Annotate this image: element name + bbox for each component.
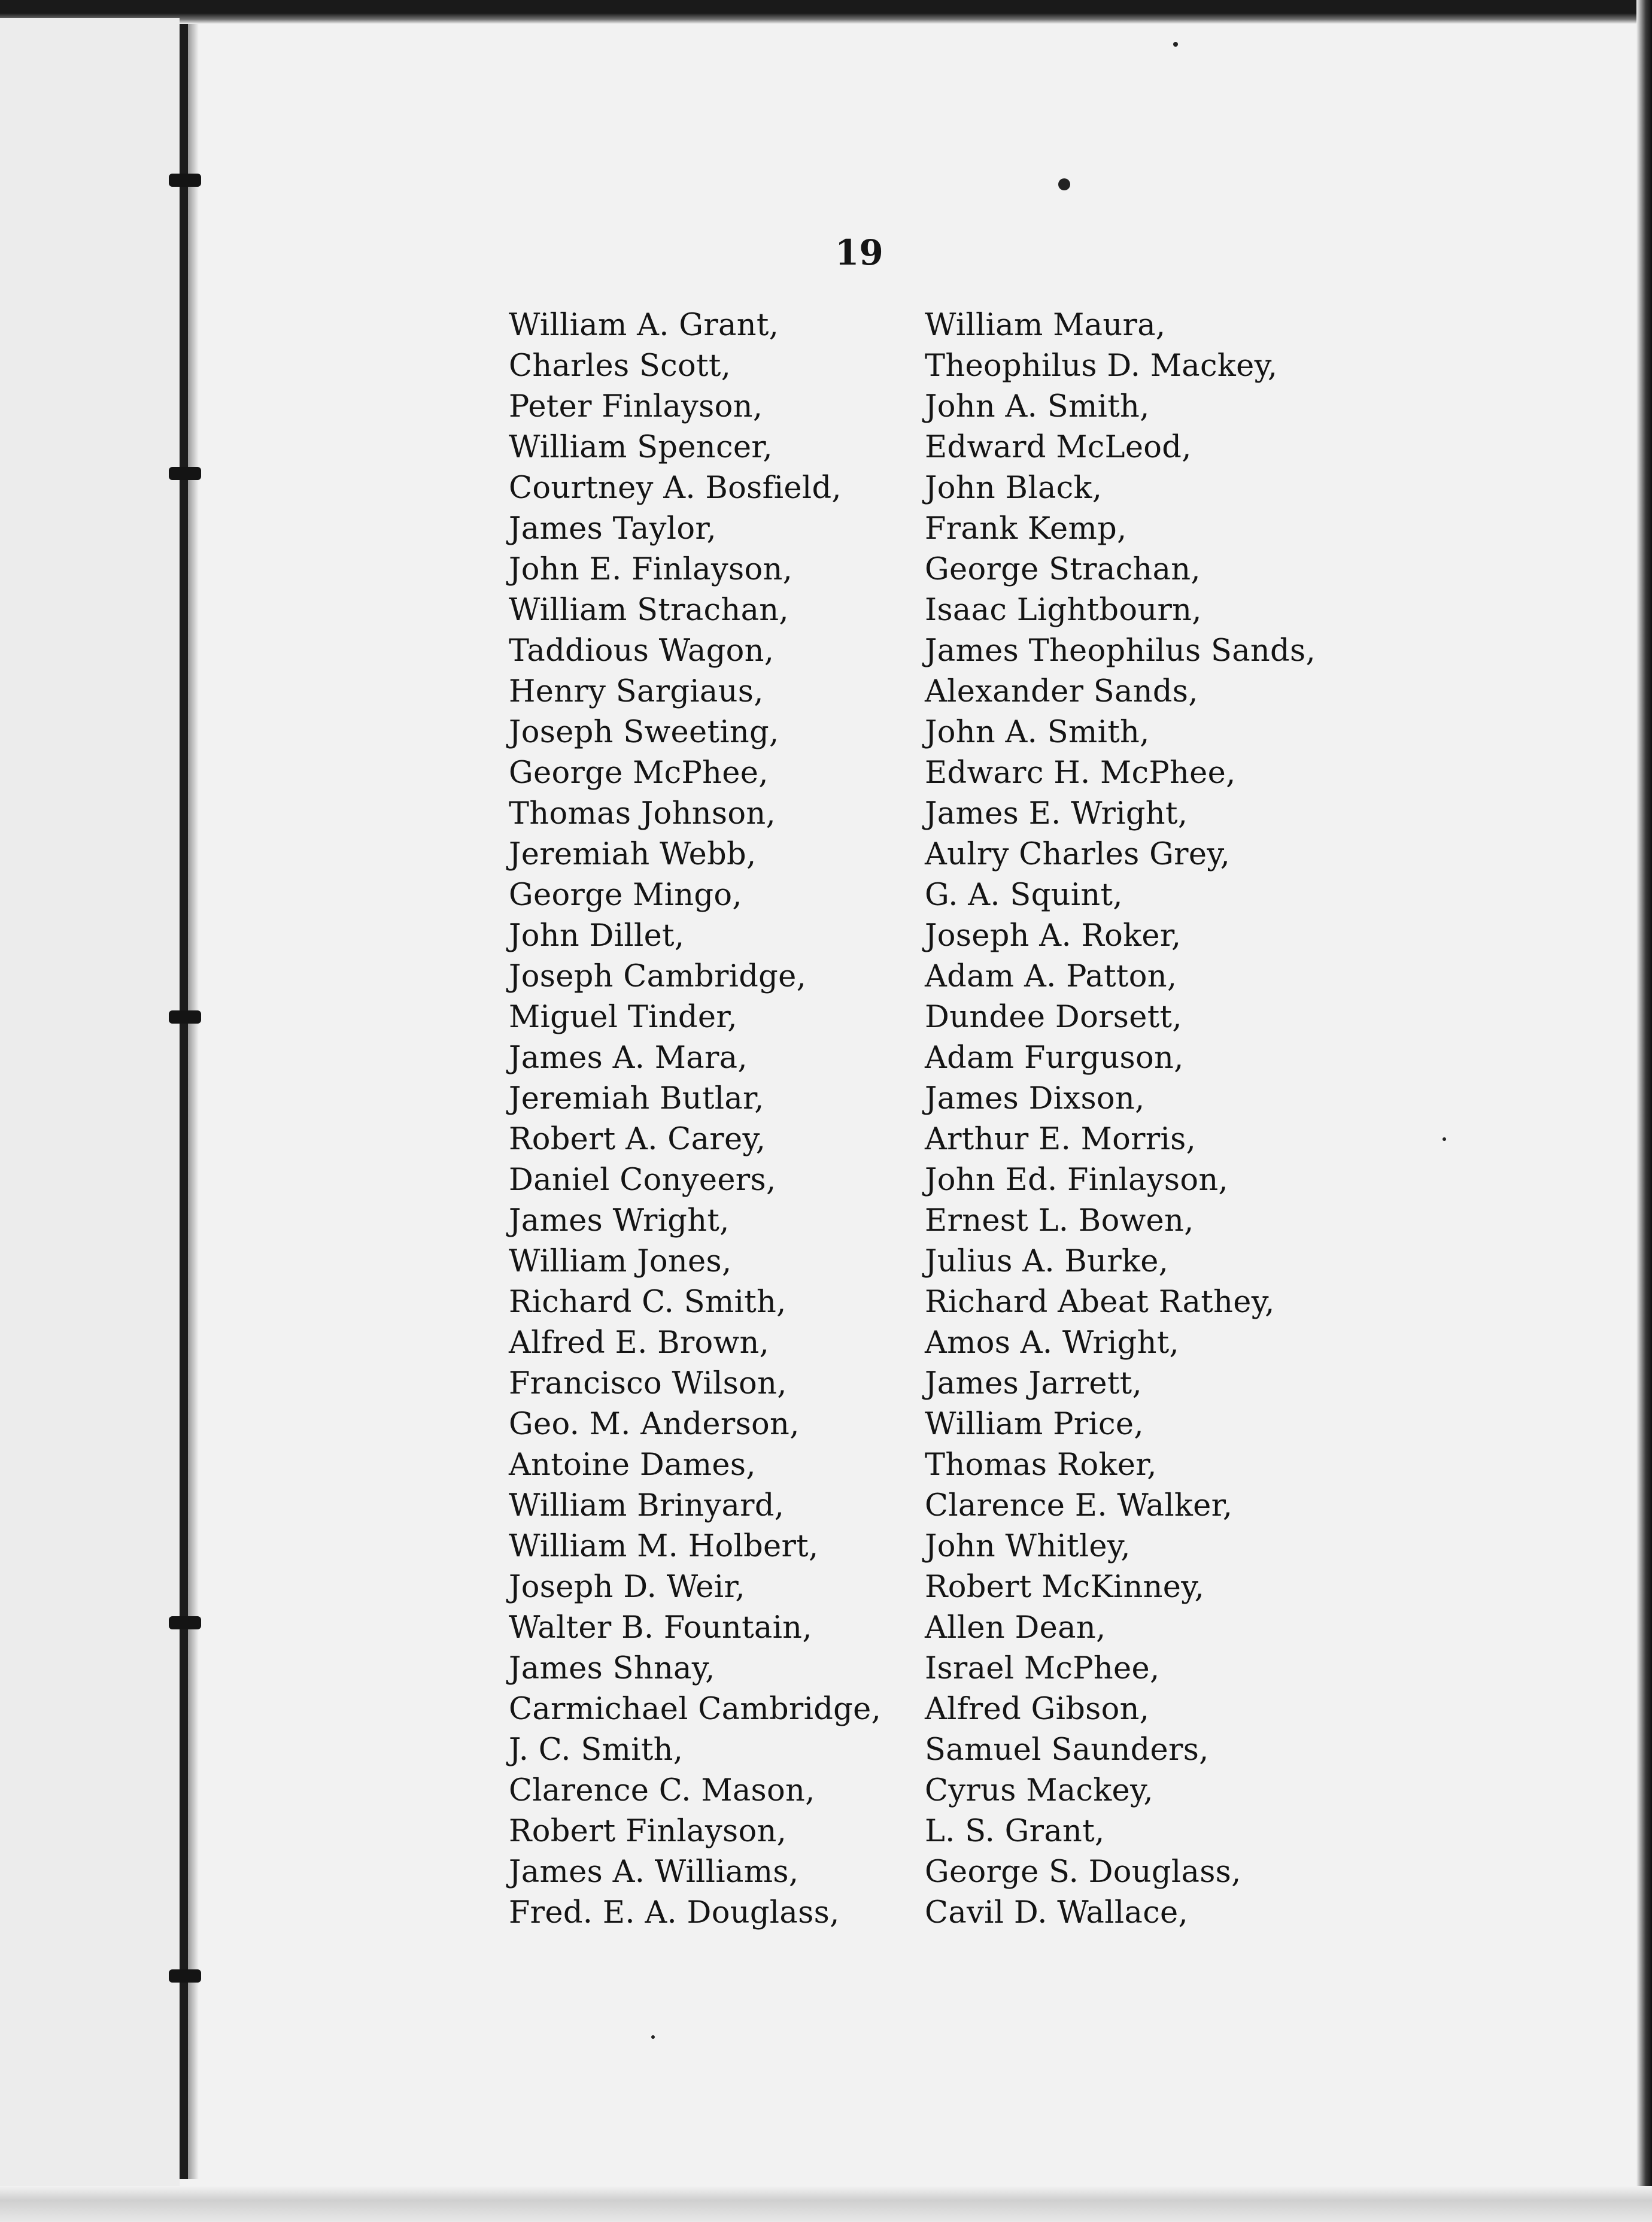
name-entry: James A. Mara, (509, 1040, 748, 1076)
page-number: 19 (835, 232, 883, 273)
binding-stitch (169, 174, 201, 187)
name-entry: John A. Smith, (925, 715, 1150, 750)
name-entry: James Taylor, (509, 511, 716, 547)
name-entry: Edwarc H. McPhee, (925, 755, 1236, 791)
name-entry: Arthur E. Morris, (925, 1122, 1197, 1157)
name-entry: Jeremiah Butlar, (509, 1081, 764, 1116)
name-entry: Israel McPhee, (925, 1651, 1160, 1686)
ink-speck (1173, 42, 1178, 47)
name-entry: William Price, (925, 1407, 1144, 1442)
name-entry: James E. Wright, (925, 796, 1188, 831)
name-entry: Robert McKinney, (925, 1570, 1205, 1605)
name-entry: Henry Sargiaus, (509, 674, 764, 709)
binding-stitch (169, 1010, 201, 1024)
binding-stitch (169, 467, 201, 480)
name-entry: John Whitley, (925, 1529, 1131, 1564)
ink-speck (1443, 1137, 1446, 1141)
ink-speck (651, 2035, 655, 2039)
name-entry: Clarence C. Mason, (509, 1773, 815, 1808)
name-entry: Joseph A. Roker, (925, 918, 1182, 954)
name-entry: Allen Dean, (925, 1610, 1106, 1646)
name-entry: Samuel Saunders, (925, 1732, 1209, 1768)
name-entry: L. S. Grant, (925, 1814, 1105, 1849)
name-entry: Clarence E. Walker, (925, 1488, 1233, 1523)
name-entry: Thomas Johnson, (509, 796, 776, 831)
name-entry: James Wright, (509, 1203, 730, 1239)
name-entry: Antoine Dames, (509, 1447, 756, 1483)
name-entry: John Dillet, (509, 918, 685, 954)
name-entry: Amos A. Wright, (925, 1325, 1180, 1361)
name-entry: Robert Finlayson, (509, 1814, 787, 1849)
name-entry: Ernest L. Bowen, (925, 1203, 1194, 1239)
name-entry: Jeremiah Webb, (509, 837, 757, 872)
name-entry: George S. Douglass, (925, 1854, 1241, 1890)
name-entry: Dundee Dorsett, (925, 1000, 1182, 1035)
name-entry: George Strachan, (925, 552, 1201, 587)
name-entry: Alexander Sands, (925, 674, 1198, 709)
name-entry: Theophilus D. Mackey, (925, 348, 1278, 384)
name-entry: Aulry Charles Grey, (925, 837, 1231, 872)
name-entry: James Theophilus Sands, (925, 633, 1316, 669)
name-entry: George McPhee, (509, 755, 769, 791)
name-entry: John A. Smith, (925, 389, 1150, 424)
name-entry: Frank Kemp, (925, 511, 1127, 547)
name-entry: Thomas Roker, (925, 1447, 1157, 1483)
name-entry: John Ed. Finlayson, (925, 1162, 1229, 1198)
name-entry: John E. Finlayson, (509, 552, 793, 587)
name-entry: Geo. M. Anderson, (509, 1407, 800, 1442)
binding-stitch (169, 1969, 201, 1983)
names-column-right (925, 305, 1316, 1933)
name-entry: Fred. E. A. Douglass, (509, 1895, 840, 1930)
name-entry: James A. Williams, (509, 1854, 799, 1890)
name-entry: William Strachan, (509, 593, 789, 628)
name-entry: Charles Scott, (509, 348, 731, 384)
top-edge-shadow (0, 0, 1652, 24)
name-entry: Isaac Lightbourn, (925, 593, 1202, 628)
name-entry: Richard Abeat Rathey, (925, 1285, 1275, 1320)
name-entry: John Black, (925, 470, 1103, 506)
binding-stitch (169, 1616, 201, 1629)
name-entry: Julius A. Burke, (925, 1244, 1169, 1279)
name-entry: William A. Grant, (509, 308, 779, 343)
name-entry: Walter B. Fountain, (509, 1610, 812, 1646)
name-entry: William M. Holbert, (509, 1529, 819, 1564)
name-entry: Miguel Tinder, (509, 1000, 737, 1035)
binding-gutter (180, 24, 188, 2179)
name-entry: Adam Furguson, (925, 1040, 1184, 1076)
name-entry: James Shnay, (509, 1651, 715, 1686)
name-entry: Cyrus Mackey, (925, 1773, 1153, 1808)
name-entry: William Jones, (509, 1244, 732, 1279)
name-entry: Joseph Sweeting, (509, 715, 779, 750)
name-entry: Courtney A. Bosfield, (509, 470, 842, 506)
name-entry: William Brinyard, (509, 1488, 785, 1523)
name-entry: Francisco Wilson, (509, 1366, 787, 1401)
bottom-page-edge (0, 2186, 1652, 2222)
right-page-edge (1636, 0, 1652, 2222)
facing-page-edge (0, 18, 180, 2197)
name-entry: Edward McLeod, (925, 430, 1192, 465)
name-entry: Richard C. Smith, (509, 1285, 786, 1320)
name-entry: Alfred E. Brown, (509, 1325, 770, 1361)
name-entry: G. A. Squint, (925, 878, 1123, 913)
name-entry: Daniel Conyeers, (509, 1162, 776, 1198)
name-entry: Alfred Gibson, (925, 1692, 1150, 1727)
name-entry: George Mingo, (509, 878, 742, 913)
name-entry: James Dixson, (925, 1081, 1145, 1116)
name-entry: Carmichael Cambridge, (509, 1692, 882, 1727)
name-entry: Joseph Cambridge, (509, 959, 807, 994)
name-entry: Taddious Wagon, (509, 633, 775, 669)
name-entry: Cavil D. Wallace, (925, 1895, 1189, 1930)
name-entry: William Maura, (925, 308, 1166, 343)
name-entry: Peter Finlayson, (509, 389, 763, 424)
ink-speck (1058, 178, 1070, 190)
names-column-left (509, 305, 881, 1933)
name-entry: Adam A. Patton, (925, 959, 1177, 994)
name-entry: J. C. Smith, (509, 1732, 684, 1768)
name-entry: Robert A. Carey, (509, 1122, 766, 1157)
gutter-shading (188, 24, 199, 2179)
name-entry: William Spencer, (509, 430, 773, 465)
name-entry: Joseph D. Weir, (509, 1570, 745, 1605)
name-entry: James Jarrett, (925, 1366, 1142, 1401)
